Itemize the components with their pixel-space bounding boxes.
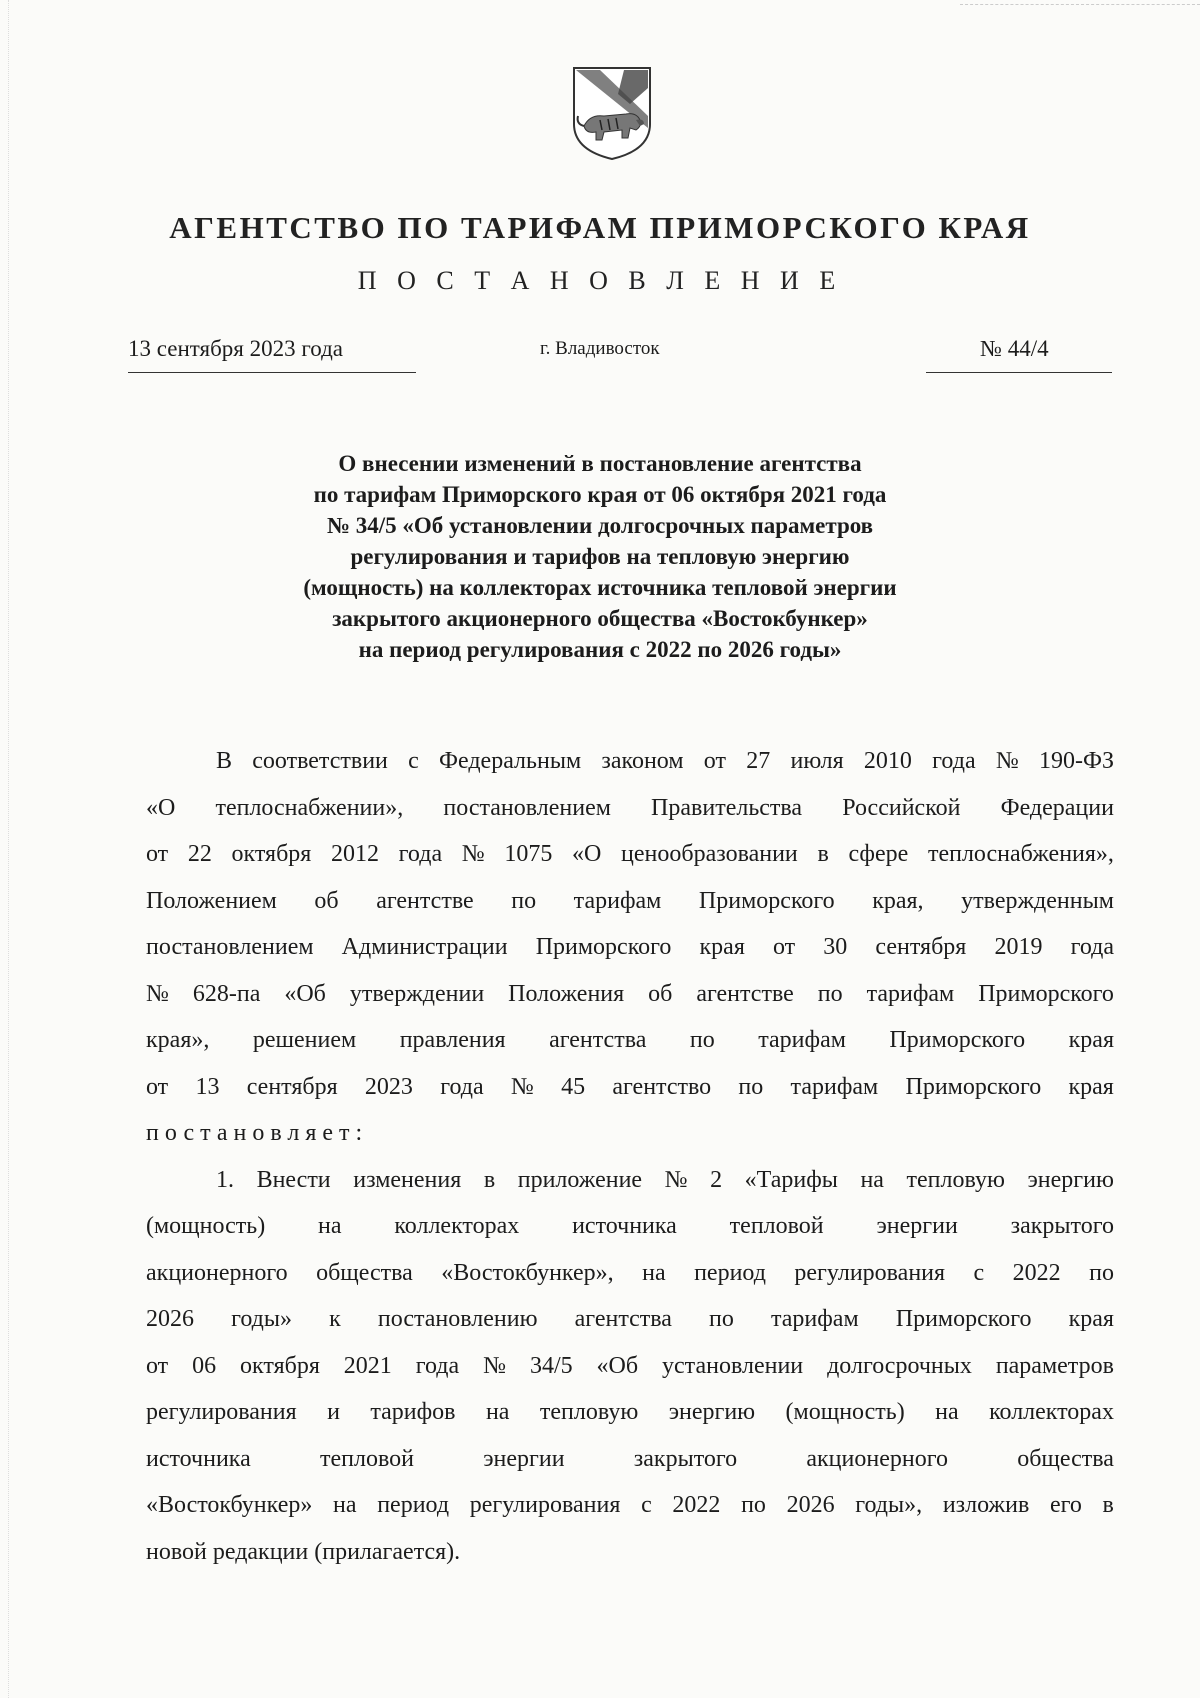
title-line: регулирования и тарифов на тепловую энергию bbox=[350, 544, 850, 569]
body-line: края», решением правления агентства по тарифам Приморского края bbox=[146, 1027, 1114, 1053]
document-body bbox=[146, 738, 1114, 1575]
scan-edge-line bbox=[960, 4, 1200, 5]
body-line: новой редакции (прилагается). bbox=[146, 1538, 461, 1565]
body-line: регулирования и тарифов на тепловую энергию (мощность) на коллекторах bbox=[146, 1399, 1114, 1425]
scan-margin bbox=[0, 0, 9, 1698]
document-title bbox=[180, 448, 1020, 665]
body-line: «Востокбункер» на период регулирования с 2022 по 2026 годы», изложив его в bbox=[146, 1492, 1114, 1518]
body-line: Положением об агентстве по тарифам Приморского края, утвержденным bbox=[146, 887, 1114, 914]
agency-title: АГЕНТСТВО ПО ТАРИФАМ ПРИМОРСКОГО КРАЯ bbox=[169, 210, 1031, 245]
title-line: на период регулирования с 2022 по 2026 годы» bbox=[358, 637, 842, 662]
title-line: № 34/5 «Об установлении долгосрочных параметров bbox=[326, 513, 874, 538]
body-line: № 628-па «Об утверждении Положения об агентстве по тарифам Приморского bbox=[146, 980, 1114, 1007]
resolves-word: постановляет: bbox=[146, 1120, 369, 1146]
title-line: по тарифам Приморского края от 06 октября 2021 года bbox=[313, 482, 887, 507]
body-line: 1. Внести изменения в приложение № 2 «Тарифы на тепловую энергию bbox=[216, 1166, 1114, 1193]
body-line: (мощность) на коллекторах источника тепловой энергии закрытого bbox=[146, 1213, 1114, 1239]
body-line: постановлением Администрации Приморского края от 30 сентября 2019 года bbox=[146, 934, 1114, 960]
title-line: О внесении изменений в постановление агентства bbox=[338, 451, 862, 476]
body-line: источника тепловой энергии закрытого акционерного общества bbox=[146, 1445, 1114, 1472]
document-date: 13 сентября 2023 года bbox=[128, 336, 416, 373]
body-line: от 13 сентября 2023 года № 45 агентство по тарифам Приморского края bbox=[146, 1073, 1114, 1100]
body-line: В соответствии с Федеральным законом от 27 июля 2010 года № 190-ФЗ bbox=[216, 748, 1114, 774]
document-city: г. Владивосток bbox=[540, 338, 660, 359]
coat-of-arms-icon bbox=[570, 64, 654, 162]
body-line: от 22 октября 2012 года № 1075 «О ценообразовании в сфере теплоснабжения», bbox=[146, 841, 1114, 867]
document-type: П О С Т А Н О В Л Е Н И Е bbox=[357, 266, 843, 295]
body-line: от 06 октября 2021 года № 34/5 «Об установлении долгосрочных параметров bbox=[146, 1352, 1114, 1379]
body-line: акционерного общества «Востокбункер», на период регулирования с 2022 по bbox=[146, 1259, 1114, 1286]
body-line: 2026 годы» к постановлению агентства по тарифам Приморского края bbox=[146, 1306, 1114, 1332]
title-line: закрытого акционерного общества «Востокбункер» bbox=[332, 606, 868, 631]
document-number: № 44/4 bbox=[926, 336, 1112, 373]
body-line: «О теплоснабжении», постановлением Правительства Российской Федерации bbox=[146, 794, 1114, 821]
title-line: (мощность) на коллекторах источника тепловой энергии bbox=[303, 575, 897, 600]
